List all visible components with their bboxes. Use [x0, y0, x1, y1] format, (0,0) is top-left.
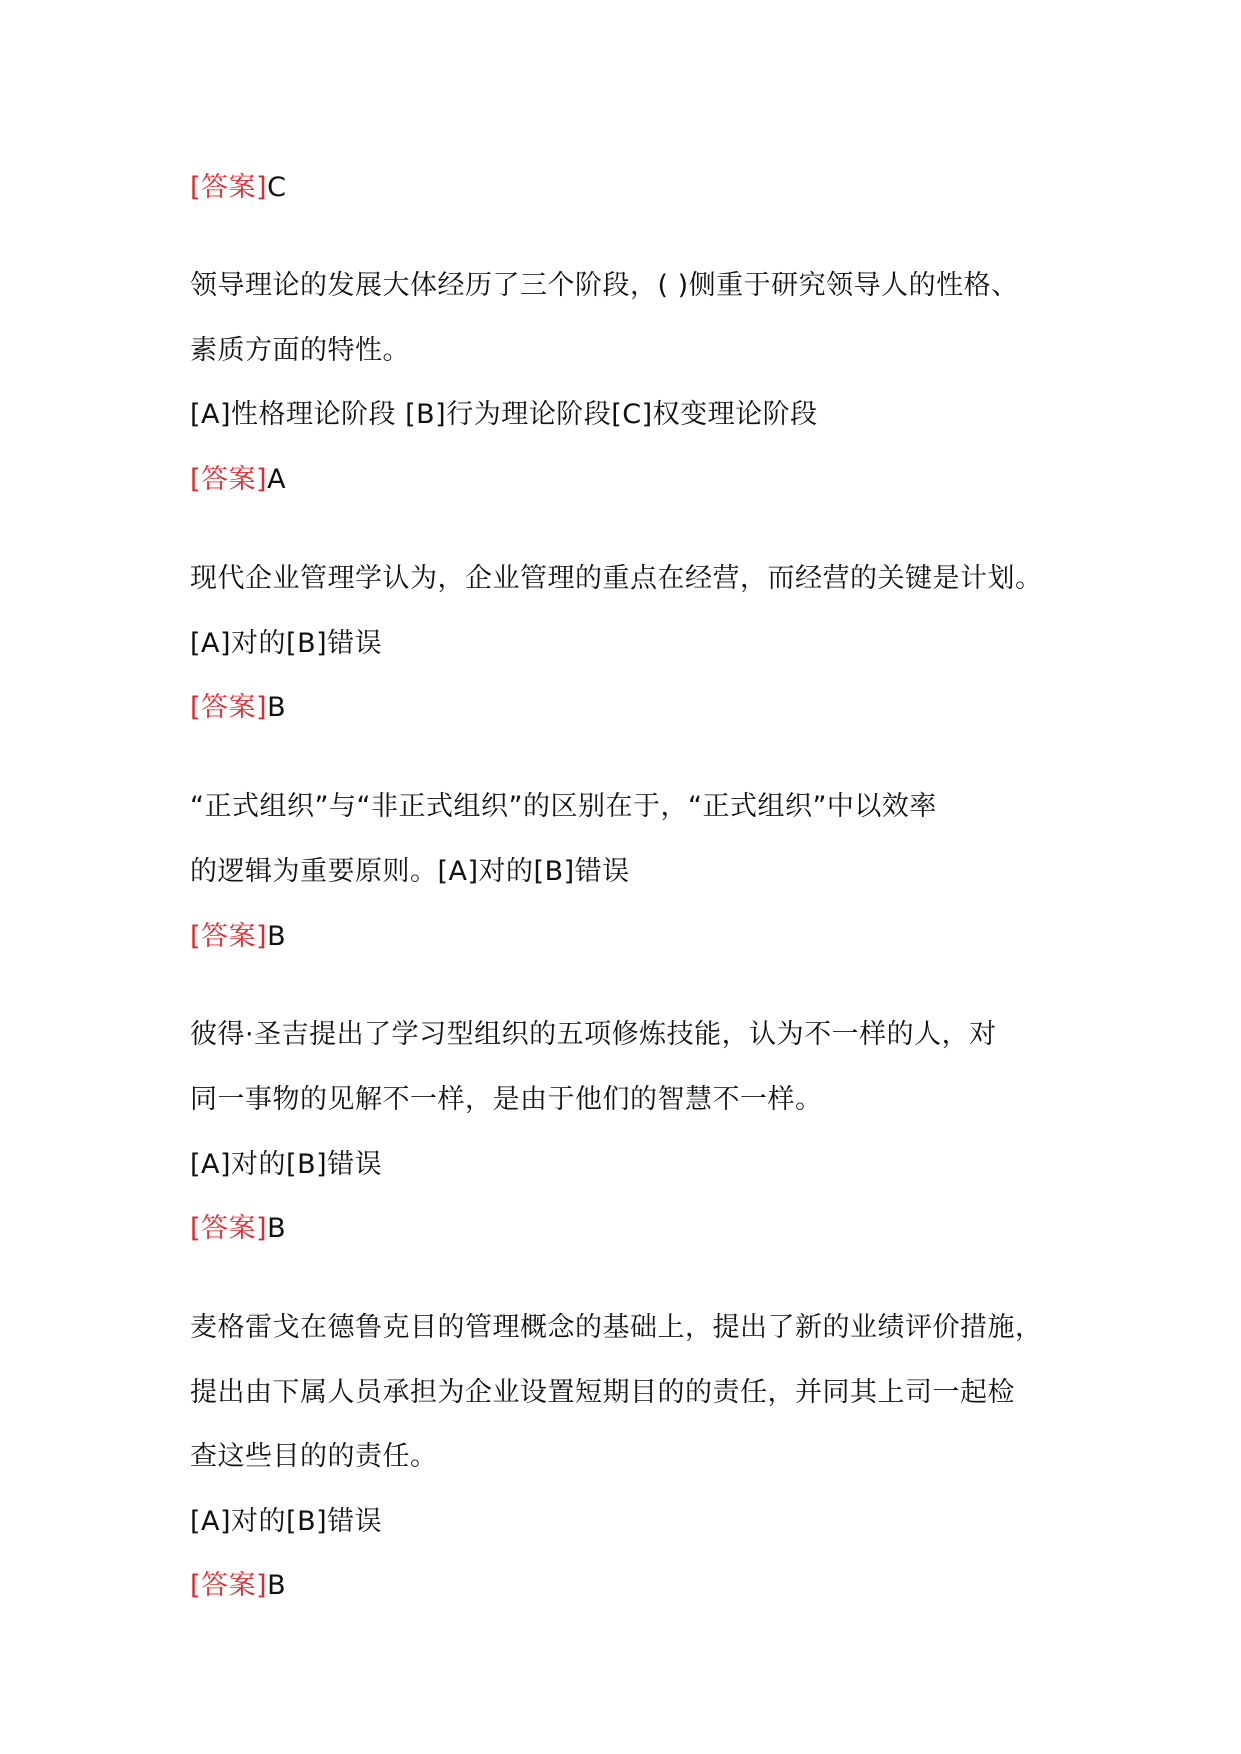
answer-value: B [267, 921, 287, 952]
answer-label: [答案] [190, 692, 268, 723]
options-line: [A]性格理论阶段 [B]行为理论阶段[C]权变理论阶段 [190, 399, 818, 430]
answer-value: B [267, 1570, 287, 1601]
question-line: “正式组织”与“非正式组织”的区别在于，“正式组织”中以效率 [190, 791, 937, 822]
answer-value: A [267, 464, 287, 495]
answer-value: B [267, 692, 287, 723]
answer-label: [答案] [190, 921, 268, 952]
question-line: 同一事物的见解不一样，是由于他们的智慧不一样。 [190, 1084, 823, 1115]
answer-value: C [267, 172, 287, 203]
answer-line [190, 1566, 286, 1606]
options-line: [A]对的[B]错误 [190, 1506, 383, 1537]
answer-value: B [267, 1213, 287, 1244]
answer-line [190, 460, 286, 500]
answer-line [190, 917, 286, 957]
options-line: [A]对的[B]错误 [190, 628, 383, 659]
options-line: [A]对的[B]错误 [190, 1149, 383, 1180]
question-line: 领导理论的发展大体经历了三个阶段，( )侧重于研究领导人的性格、 [190, 270, 1019, 301]
answer-label: [答案] [190, 1570, 268, 1601]
answer-line [190, 168, 286, 208]
answer-label: [答案] [190, 464, 268, 495]
answer-line [190, 688, 286, 728]
question-line: 查这些目的的责任。 [190, 1441, 438, 1472]
answer-label: [答案] [190, 1213, 268, 1244]
answer-line [190, 1209, 286, 1249]
question-line: 麦格雷戈在德鲁克目的管理概念的基础上，提出了新的业绩评价措施， [190, 1312, 1043, 1343]
question-line: 的逻辑为重要原则。[A]对的[B]错误 [190, 856, 630, 887]
question-line: 现代企业管理学认为，企业管理的重点在经营，而经营的关键是计划。 [190, 563, 1043, 594]
question-line: 素质方面的特性。 [190, 335, 410, 366]
answer-label: [答案] [190, 172, 268, 203]
question-line: 提出由下属人员承担为企业设置短期目的的责任，并同其上司一起检 [190, 1377, 1015, 1408]
question-line: 彼得·圣吉提出了学习型组织的五项修炼技能，认为不一样的人，对 [190, 1019, 997, 1050]
